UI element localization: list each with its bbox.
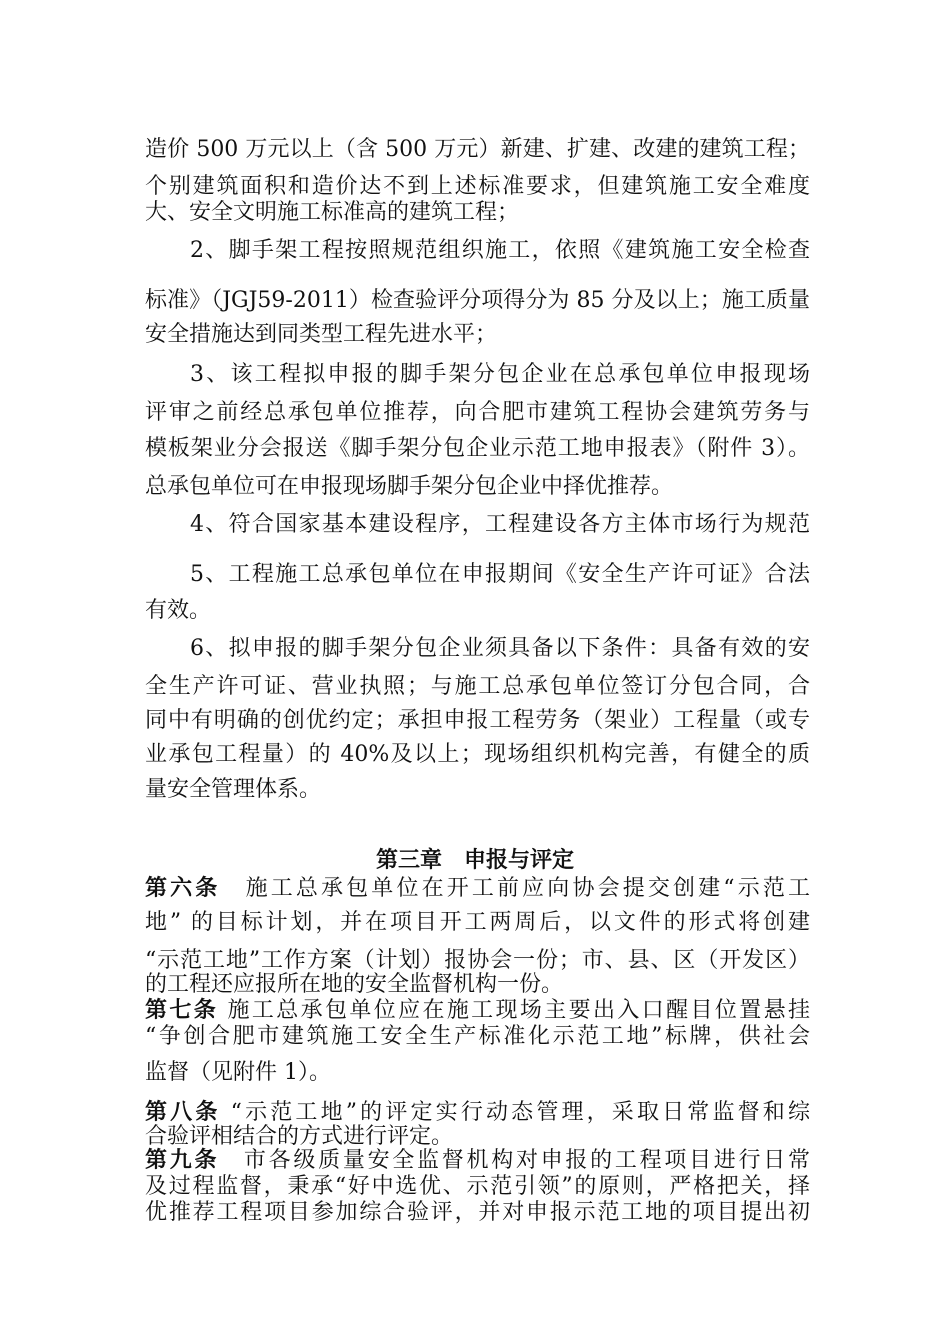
article-9-line: 第九条 市各级质量安全监督机构对申报的工程项目进行日常 xyxy=(145,1148,810,1173)
text-line: 大、安全文明施工标准高的建筑工程； xyxy=(145,200,520,225)
text-line: 个别建筑面积和造价达不到上述标准要求，但建筑施工安全难度 xyxy=(145,174,810,199)
text-line: 全生产许可证、营业执照；与施工总承包单位签订分包合同，合 xyxy=(145,674,810,699)
article-7-line: 第七条 施工总承包单位应在施工现场主要出入口醒目位置悬挂 xyxy=(145,998,810,1023)
text-line: 造价 500 万元以上（含 500 万元）新建、扩建、改建的建筑工程； xyxy=(145,137,810,162)
text-line: 业承包工程量）的 40%及以上；现场组织机构完善，有健全的质 xyxy=(145,742,810,767)
text-line: 6、拟申报的脚手架分包企业须具备以下条件：具备有效的安 xyxy=(190,636,810,661)
text-line: 2、脚手架工程按照规范组织施工，依照《建筑施工安全检查 xyxy=(190,238,810,263)
article-label: 第六条 xyxy=(145,876,221,901)
text-line: 5、工程施工总承包单位在申报期间《安全生产许可证》合法 xyxy=(190,562,810,587)
article-label: 第七条 xyxy=(145,998,219,1023)
text-line: 3、该工程拟申报的脚手架分包企业在总承包单位申报现场 xyxy=(190,362,810,387)
text-line: 标准》（JGJ59-2011）检查验评分项得分为 85 分及以上；施工质量 xyxy=(145,288,810,313)
text-line: 模板架业分会报送《脚手架分包企业示范工地申报表》（附件 3）。 xyxy=(145,436,810,461)
text-line: 合验评相结合的方式进行评定。 xyxy=(145,1124,454,1149)
article-label: 第九条 xyxy=(145,1148,220,1173)
text-line: 有效。 xyxy=(145,598,212,623)
text-line: 地” 的目标计划，并在项目开工两周后，以文件的形式将创建 xyxy=(145,910,810,935)
text-line: 的工程还应报所在地的安全监督机构一份。 xyxy=(145,972,564,997)
article-6-line: 第六条 施工总承包单位在开工前应向协会提交创建“示范工 xyxy=(145,876,810,901)
chapter-title: 第三章 申报与评定 xyxy=(375,848,574,873)
text-line: 监督（见附件 1）。 xyxy=(145,1060,331,1085)
text-line: 总承包单位可在申报现场脚手架分包企业中择优推荐。 xyxy=(145,474,674,499)
text-line: 同中有明确的创优约定；承担申报工程劳务（架业）工程量（或专 xyxy=(145,708,810,733)
text-line: 量安全管理体系。 xyxy=(145,777,322,802)
article-8-line: 第八条 “示范工地”的评定实行动态管理，采取日常监督和综 xyxy=(145,1100,810,1125)
text-line: 4、符合国家基本建设程序，工程建设各方主体市场行为规范 xyxy=(190,512,810,537)
text-line: 及过程监督，秉承“好中选优、示范引领”的原则，严格把关，择 xyxy=(145,1174,810,1199)
text-line: 安全措施达到同类型工程先进水平； xyxy=(145,322,498,347)
text-line: “示范工地”工作方案（计划）报协会一份；市、县、区（开发区） xyxy=(145,948,810,973)
article-label: 第八条 xyxy=(145,1100,221,1125)
text-line: “争创合肥市建筑施工安全生产标准化示范工地”标牌，供社会 xyxy=(145,1024,810,1049)
text-line: 优推荐工程项目参加综合验评，并对申报示范工地的项目提出初 xyxy=(145,1200,810,1225)
text-line: 评审之前经总承包单位推荐，向合肥市建筑工程协会建筑劳务与 xyxy=(145,400,810,425)
